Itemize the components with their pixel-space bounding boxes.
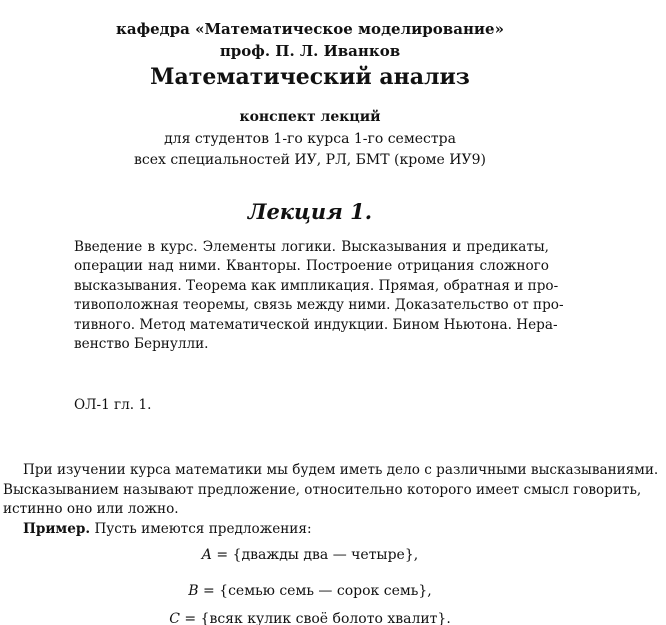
lecture-summary — [74, 238, 564, 354]
course-title: Математический анализ — [150, 64, 470, 90]
example-text: Пусть имеются предложения: — [90, 520, 312, 537]
summary-line: высказывания. Теорема как импликация. Прямая, обратная и про- — [74, 277, 559, 294]
formula-b — [0, 583, 620, 599]
summary-line: операции над ними. Кванторы. Построение отрицания сложного — [74, 258, 549, 275]
department-line: кафедра «Математическое моделирование» — [116, 20, 504, 38]
formula-variable: A — [201, 547, 212, 563]
summary-line: венство Бернулли. — [74, 336, 209, 353]
formula-a — [0, 547, 620, 563]
lecture-notes-label: конспект лекций — [239, 109, 381, 125]
lecture-title: Лекция 1. — [247, 199, 373, 224]
body-paragraph — [3, 461, 659, 539]
reading-reference: ОЛ-1 гл. 1. — [74, 397, 152, 413]
summary-line: тивоположная теоремы, связь между ними. Доказательство от про- — [74, 297, 564, 314]
formula-c — [0, 611, 620, 625]
example-label: Пример. — [23, 520, 91, 537]
paragraph-line: При изучении курса математики мы будем иметь дело с различными высказываниями. — [23, 462, 659, 478]
example-intro — [3, 520, 619, 540]
paragraph-line: истинно оно или ложно. — [3, 501, 179, 517]
formula-body: = {всяк кулик своё болото хвалит}. — [179, 611, 451, 625]
formula-variable: C — [169, 611, 180, 625]
formula-body: = {дважды два — четыре}, — [211, 547, 419, 563]
summary-line: Введение в курс. Элементы логики. Высказывания и предикаты, — [74, 239, 549, 255]
formula-variable: B — [188, 583, 199, 599]
audience-line-1: для студентов 1-го курса 1-го семестра — [164, 131, 456, 147]
paragraph-line: Высказыванием называют предложение, относительно которого имеет смысл говорить, — [3, 481, 642, 498]
audience-line-2: всех специальностей ИУ, РЛ, БМТ (кроме ИУ9) — [134, 152, 486, 168]
formula-body: = {семью семь — сорок семь}, — [198, 583, 432, 599]
summary-line: тивного. Метод математической индукции. Бином Ньютона. Нера- — [74, 316, 558, 333]
professor-line: проф. П. Л. Иванков — [219, 42, 401, 60]
